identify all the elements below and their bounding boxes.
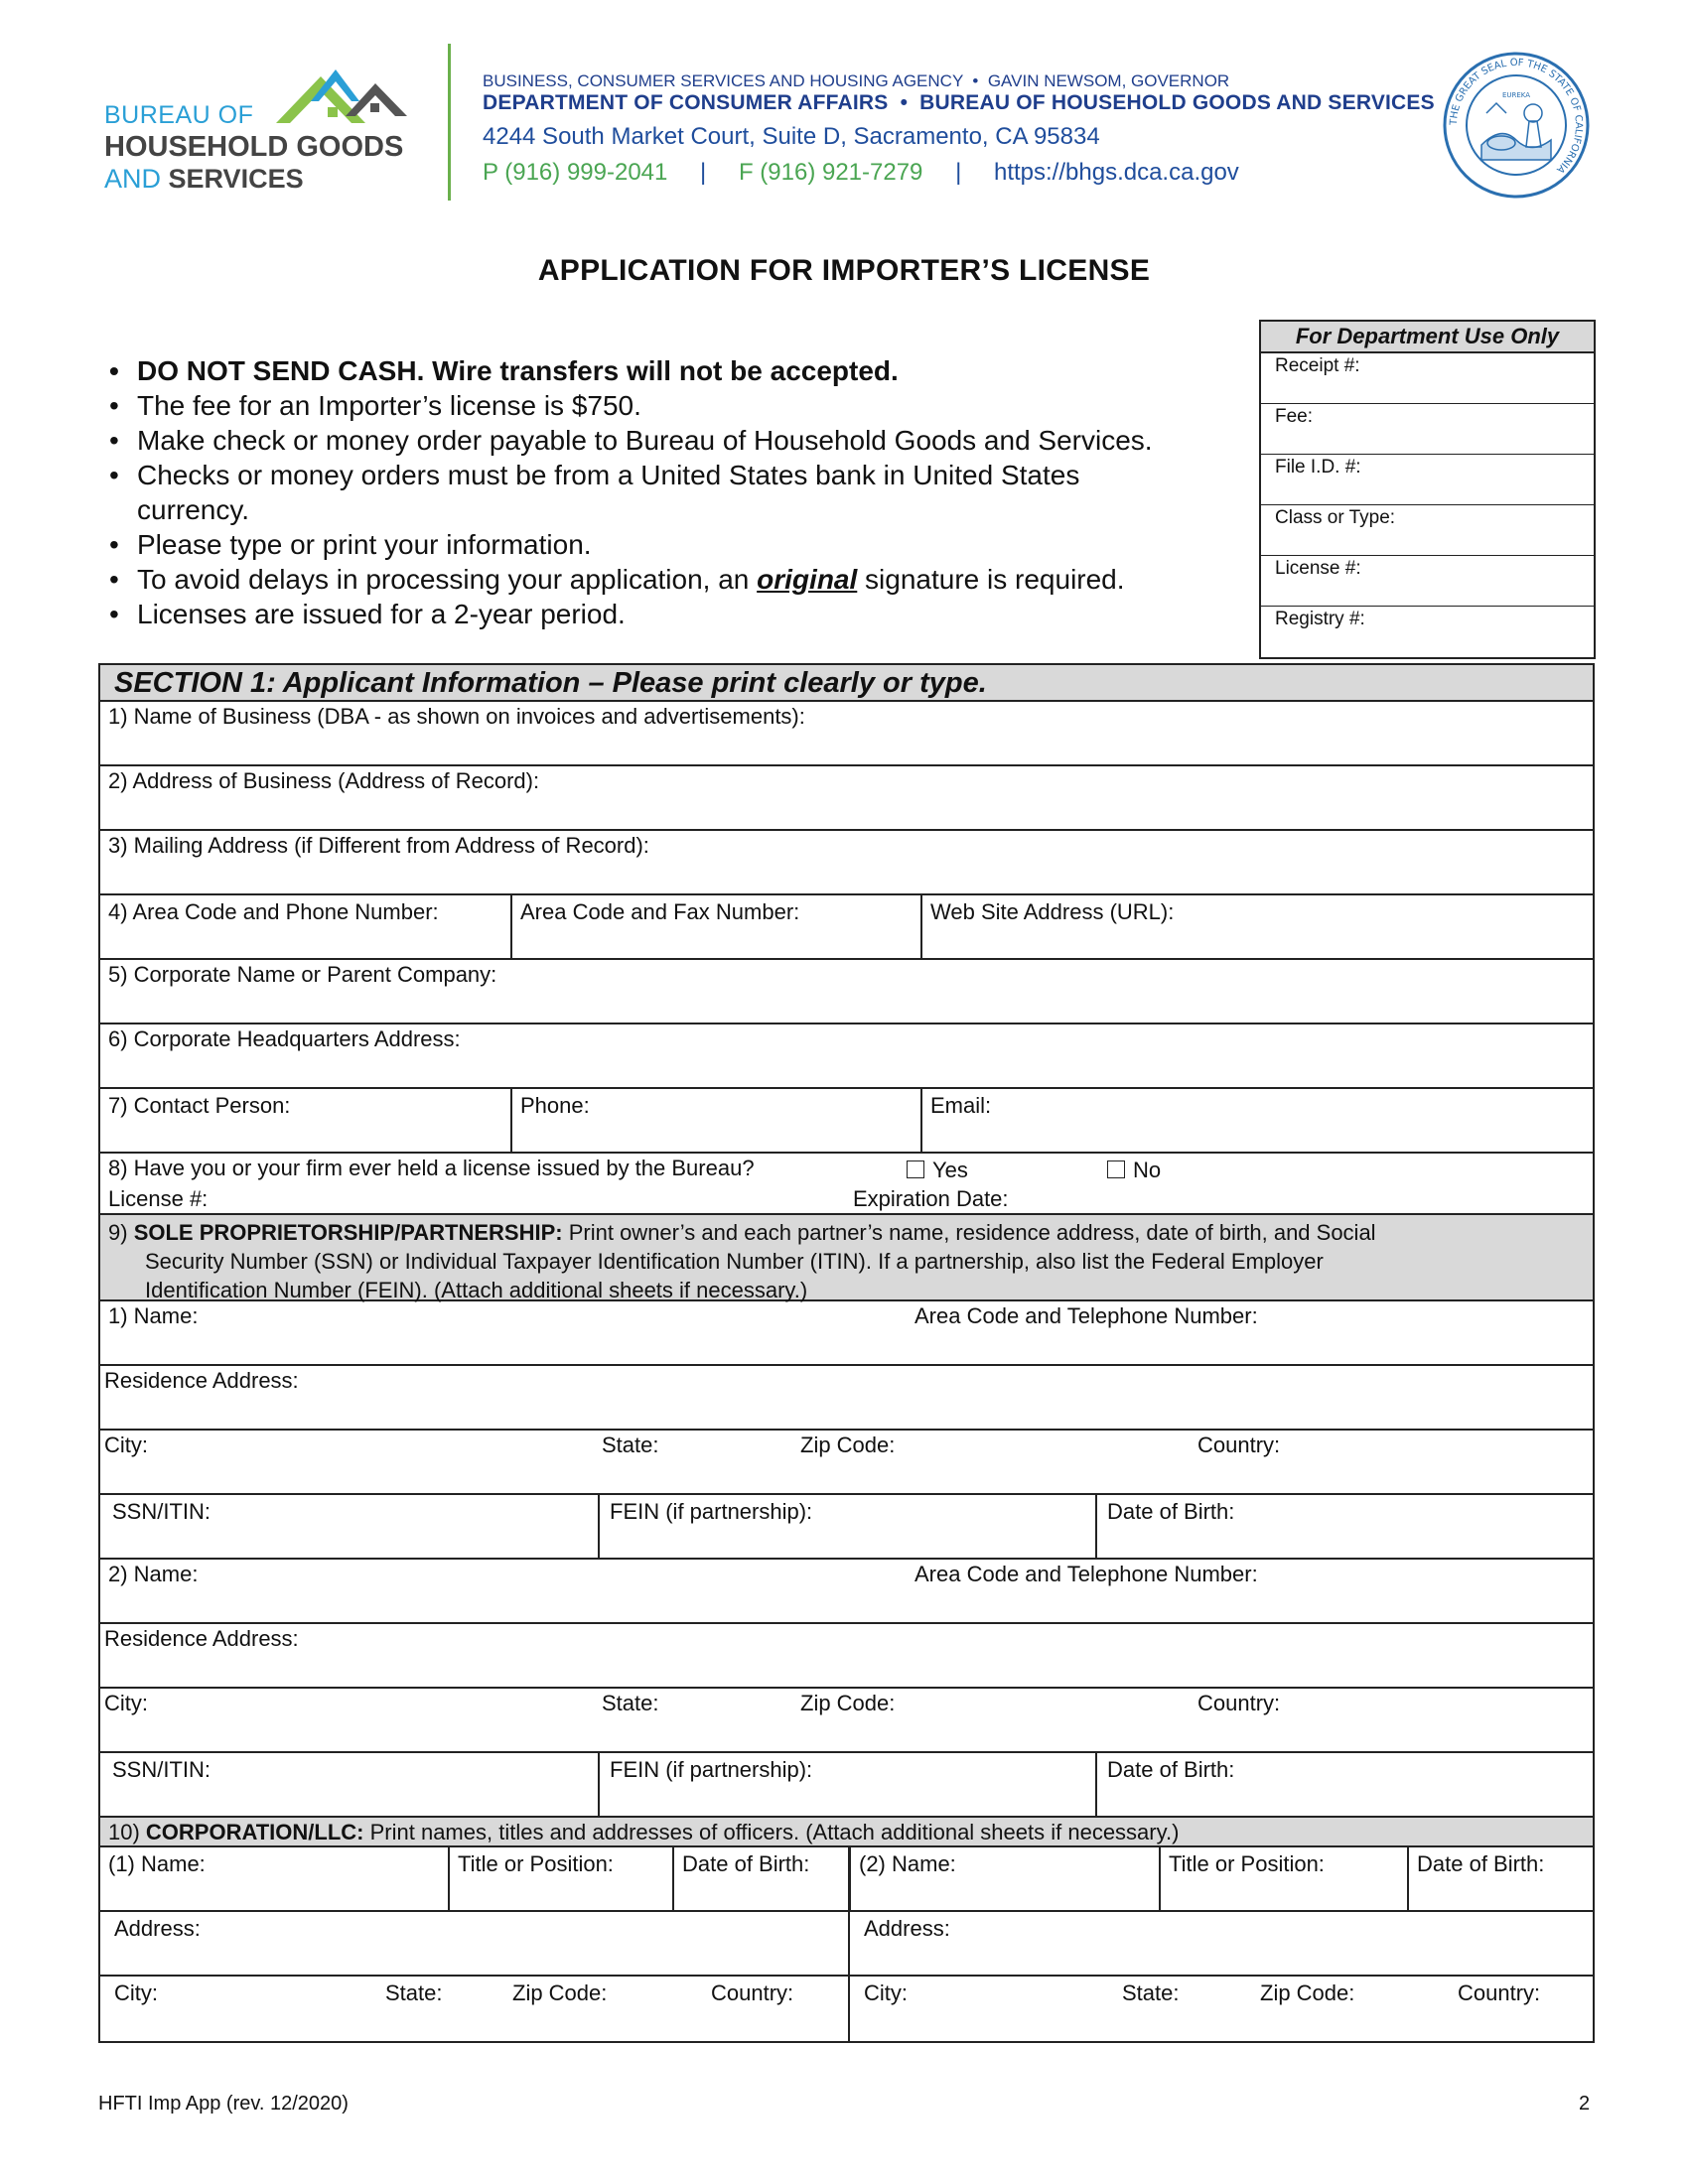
officer2-title-field[interactable] <box>1159 1847 1407 1910</box>
prior-license-question: 8) Have you or your firm ever held a license issued by the Bureau? <box>108 1156 755 1180</box>
registry-number-field[interactable]: Registry #: <box>1275 609 1365 629</box>
contact-row <box>100 1089 1593 1154</box>
fax-field[interactable] <box>510 895 920 958</box>
business-address-field[interactable] <box>100 766 1593 831</box>
instructions-list <box>109 353 1221 631</box>
officer2-city-label: City: <box>864 1980 908 2005</box>
officer1-address-field[interactable] <box>100 1912 848 1975</box>
prior-license-expiration-label: Expiration Date: <box>853 1186 1009 1211</box>
owner2-city-row[interactable] <box>100 1689 1593 1753</box>
owner2-ssn-label: SSN/ITIN: <box>112 1757 211 1782</box>
q9-text1: Print owner’s and each partner’s name, residence address, date of birth, and Social <box>562 1220 1376 1245</box>
bureau-logo-text <box>104 99 403 195</box>
q9-bold: SOLE PROPRIETORSHIP/PARTNERSHIP: <box>133 1220 563 1245</box>
owner1-state-label: State: <box>602 1433 659 1457</box>
header-divider <box>448 44 451 201</box>
owner2-dob-label: Date of Birth: <box>1107 1757 1235 1782</box>
owner2-zip-label: Zip Code: <box>800 1691 896 1715</box>
fax-label: Area Code and Fax Number: <box>520 899 800 924</box>
logo-line1: BUREAU OF <box>104 101 254 129</box>
owner1-ssn-label: SSN/ITIN: <box>112 1499 211 1524</box>
officer2-title-label: Title or Position: <box>1169 1851 1325 1876</box>
officer2-state-label: State: <box>1122 1980 1180 2005</box>
corporate-name-label: 5) Corporate Name or Parent Company: <box>108 962 497 987</box>
instruction-fee: • The fee for an Importer’s license is $750. <box>109 388 1221 423</box>
instruction-payable: • Make check or money order payable to Bureau of Household Goods and Services. <box>109 423 1221 458</box>
officer1-country-label: Country: <box>711 1980 794 2005</box>
owner1-fein-field[interactable] <box>598 1495 1095 1558</box>
q9-number: 9) <box>108 1220 128 1245</box>
instruction-no-cash: • DO NOT SEND CASH. Wire transfers will not be accepted. <box>109 353 1221 388</box>
owner1-zip-label: Zip Code: <box>800 1433 896 1457</box>
q10-bold: CORPORATION/LLC: <box>145 1820 364 1844</box>
website-label: Web Site Address (URL): <box>930 899 1175 924</box>
owner1-fein-label: FEIN (if partnership): <box>610 1499 813 1524</box>
q9-text3: Identification Number (FEIN). (Attach additional sheets if necessary.) <box>145 1278 808 1302</box>
instruction-period: • Licenses are issued for a 2-year period. <box>109 597 1221 631</box>
owner2-name-row[interactable] <box>100 1560 1593 1624</box>
signature-emphasis: original <box>757 564 858 595</box>
prior-license-number-label: License #: <box>108 1186 209 1211</box>
agency-line: BUSINESS, CONSUMER SERVICES AND HOUSING AGENCY • GAVIN NEWSOM, GOVERNOR <box>483 71 1230 90</box>
owner2-country-label: Country: <box>1197 1691 1281 1715</box>
signature-text-pre: To avoid delays in processing your application, an <box>137 564 758 595</box>
prior-license-no[interactable] <box>1107 1158 1161 1183</box>
owner2-residence-label: Residence Address: <box>104 1626 299 1651</box>
owner2-id-row <box>100 1753 1593 1818</box>
owner2-ssn-field[interactable] <box>100 1753 598 1816</box>
officer-address-row <box>100 1912 1593 1977</box>
owner2-name-label: 2) Name: <box>108 1562 199 1586</box>
phone-label: 4) Area Code and Phone Number: <box>108 899 439 924</box>
owner2-fein-field[interactable] <box>598 1753 1095 1816</box>
logo-line3b: SERVICES <box>168 164 304 194</box>
q10-text: Print names, titles and addresses of officers. (Attach additional sheets if necessary.) <box>363 1820 1180 1844</box>
officer1-name-label: (1) Name: <box>108 1851 206 1876</box>
owner2-fein-label: FEIN (if partnership): <box>610 1757 813 1782</box>
officer2-city-field[interactable] <box>848 1977 1593 2041</box>
application-form <box>98 663 1595 2043</box>
receipt-field[interactable]: Receipt #: <box>1261 353 1594 404</box>
department-use-heading: For Department Use Only <box>1261 322 1594 353</box>
owner1-ssn-field[interactable] <box>100 1495 598 1558</box>
owner1-phone-label: Area Code and Telephone Number: <box>914 1303 1258 1328</box>
owner1-residence-label: Residence Address: <box>104 1368 299 1393</box>
officer1-dob-label: Date of Birth: <box>682 1851 810 1876</box>
officer1-name-field[interactable] <box>100 1847 448 1910</box>
fax-number: F (916) 921-7279 <box>738 159 923 186</box>
contact-email-label: Email: <box>930 1093 992 1118</box>
seal-text: THE GREAT SEAL OF THE STATE OF CALIFORNIA <box>1448 57 1585 176</box>
instruction-bank-cont: currency. <box>137 494 250 525</box>
file-id-field[interactable]: File I.D. #: <box>1261 455 1594 505</box>
section1-heading: SECTION 1: Applicant Information – Please print clearly or type. <box>100 665 1593 702</box>
officer2-address-label: Address: <box>864 1916 950 1941</box>
officer-name-row <box>100 1847 1593 1912</box>
seal-motto: EUREKA <box>1501 91 1531 99</box>
prior-license-row <box>100 1154 1593 1215</box>
department-use-box <box>1259 320 1596 659</box>
officer2-name-label: (2) Name: <box>859 1851 956 1876</box>
contact-email-field[interactable] <box>920 1089 1593 1152</box>
contact-person-label: 7) Contact Person: <box>108 1093 291 1118</box>
q10-number: 10) <box>108 1820 140 1844</box>
officer1-zip-label: Zip Code: <box>512 1980 608 2005</box>
website-link[interactable]: https://bhgs.dca.ca.gov <box>993 159 1239 186</box>
officer1-city-field[interactable] <box>100 1977 848 2041</box>
corporation-heading <box>100 1818 1593 1847</box>
signature-text-post: signature is required. <box>857 564 1125 595</box>
owner1-name-label: 1) Name: <box>108 1303 199 1328</box>
owner1-dob-field[interactable] <box>1095 1495 1593 1558</box>
business-address-label: 2) Address of Business (Address of Record): <box>108 768 540 793</box>
officer2-country-label: Country: <box>1458 1980 1541 2005</box>
contact-person-field[interactable] <box>100 1089 510 1152</box>
officer2-name-field[interactable] <box>848 1847 1159 1910</box>
owner2-dob-field[interactable] <box>1095 1753 1593 1816</box>
contact-phone-field[interactable] <box>510 1089 920 1152</box>
owner1-id-row <box>100 1495 1593 1560</box>
office-address: 4244 South Market Court, Suite D, Sacramento, CA 95834 <box>483 123 1100 150</box>
page-number: 2 <box>1579 2093 1591 2115</box>
owner1-name-row[interactable] <box>100 1301 1593 1366</box>
corporate-hq-field[interactable] <box>100 1024 1593 1089</box>
owner2-city-label: City: <box>104 1691 148 1715</box>
mailing-address-label: 3) Mailing Address (if Different from Address of Record): <box>108 833 649 858</box>
instruction-bank: • Checks or money orders must be from a United States bank in United States <box>109 458 1221 492</box>
officer2-address-field[interactable] <box>848 1912 1593 1975</box>
state-seal <box>1442 46 1591 205</box>
owner2-residence-field[interactable] <box>100 1624 1593 1689</box>
officer2-dob-label: Date of Birth: <box>1417 1851 1545 1876</box>
officer1-dob-field[interactable] <box>672 1847 848 1910</box>
instruction-type: • Please type or print your information. <box>109 527 1221 562</box>
website-field[interactable] <box>920 895 1593 958</box>
class-type-field[interactable]: Class or Type: <box>1261 505 1594 556</box>
mailing-address-field[interactable] <box>100 831 1593 895</box>
contact-separator: | <box>955 159 962 186</box>
owner1-city-label: City: <box>104 1433 148 1457</box>
contact-phone-label: Phone: <box>520 1093 590 1118</box>
corporate-name-field[interactable] <box>100 960 1593 1024</box>
officer1-address-label: Address: <box>114 1916 201 1941</box>
phone-fax-web-row <box>100 895 1593 960</box>
owner2-phone-label: Area Code and Telephone Number: <box>914 1562 1258 1586</box>
fee-field[interactable]: Fee: <box>1261 404 1594 455</box>
business-name-label: 1) Name of Business (DBA - as shown on invoices and advertisements): <box>108 704 805 729</box>
officer2-zip-label: Zip Code: <box>1260 1980 1355 2005</box>
corporate-hq-label: 6) Corporate Headquarters Address: <box>108 1026 461 1051</box>
owner2-state-label: State: <box>602 1691 659 1715</box>
officer-city-row <box>100 1977 1593 2041</box>
contact-separator: | <box>700 159 707 186</box>
form-title: APPLICATION FOR IMPORTER’S LICENSE <box>537 254 1151 287</box>
form-revision: HFTI Imp App (rev. 12/2020) <box>98 2093 349 2115</box>
no-label: No <box>1133 1158 1162 1182</box>
sole-proprietorship-heading <box>100 1215 1593 1301</box>
logo-line3a: AND <box>104 164 162 194</box>
logo-line2: HOUSEHOLD GOODS <box>104 131 404 163</box>
owner1-dob-label: Date of Birth: <box>1107 1499 1235 1524</box>
phone-number: P (916) 999-2041 <box>483 159 668 186</box>
no-checkbox[interactable] <box>1107 1160 1125 1178</box>
officer2-dob-field[interactable] <box>1407 1847 1593 1910</box>
instruction-signature <box>109 562 1221 597</box>
department-line: DEPARTMENT OF CONSUMER AFFAIRS • BUREAU OF HOUSEHOLD GOODS AND SERVICES <box>483 91 1435 114</box>
yes-label: Yes <box>932 1158 968 1182</box>
officer1-city-label: City: <box>114 1980 158 2005</box>
contact-line <box>483 159 1239 187</box>
business-name-field[interactable] <box>100 702 1593 766</box>
officer1-title-label: Title or Position: <box>458 1851 614 1876</box>
q9-text2: Security Number (SSN) or Individual Taxpayer Identification Number (ITIN). If a partnership, also list the Federal Employer <box>145 1249 1324 1274</box>
prior-license-yes[interactable] <box>907 1158 968 1183</box>
officer1-title-field[interactable] <box>448 1847 672 1910</box>
license-number-field[interactable]: License #: <box>1261 556 1594 607</box>
owner1-residence-field[interactable] <box>100 1366 1593 1431</box>
officer1-state-label: State: <box>385 1980 443 2005</box>
yes-checkbox[interactable] <box>907 1160 924 1178</box>
owner1-city-row[interactable] <box>100 1431 1593 1495</box>
phone-field[interactable] <box>100 895 510 958</box>
owner1-country-label: Country: <box>1197 1433 1281 1457</box>
